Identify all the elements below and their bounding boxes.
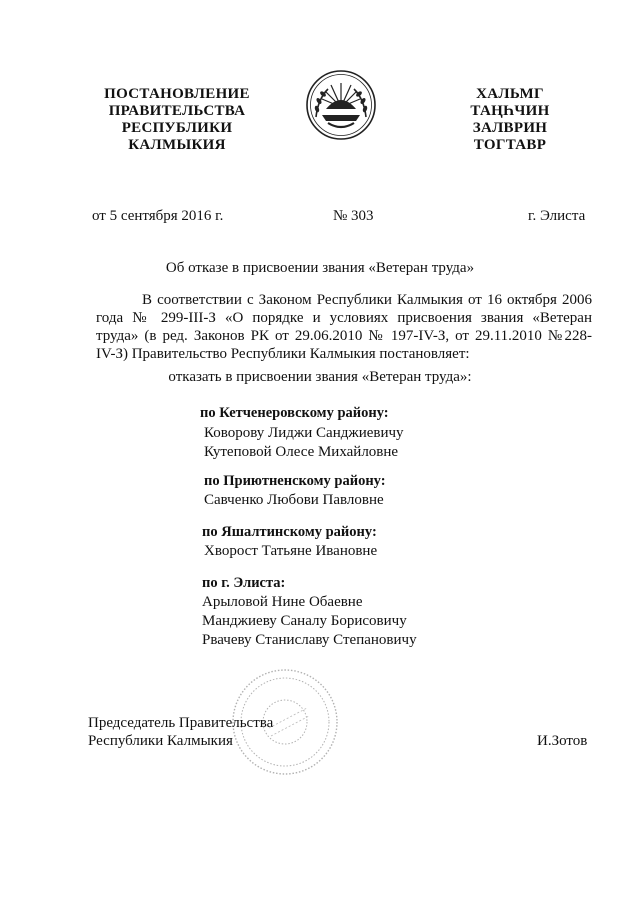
header-left-line: РЕСПУБЛИКИ: [121, 120, 233, 136]
header-left-line: ПОСТАНОВЛЕНИЕ: [104, 86, 250, 102]
signatory-position: [88, 714, 273, 750]
person-name: Манджиеву Саналу Борисовичу: [202, 613, 407, 629]
header-left-line: ПРАВИТЕЛЬСТВА: [108, 103, 246, 119]
preamble-line: IV-З) Правительство Республики Калмыкия постановляет:: [96, 346, 470, 362]
signatory-position-line: Республики Калмыкия: [88, 733, 233, 749]
document-city: г. Элиста: [528, 208, 586, 224]
preamble-paragraph: [96, 291, 592, 363]
header-left-title: [82, 86, 272, 154]
signatory-position-line: Председатель Правительства: [88, 715, 274, 731]
header-right-title: [440, 86, 580, 154]
document-number: № 303: [333, 208, 374, 224]
district-heading: по г. Элиста:: [202, 575, 286, 591]
coat-of-arms-icon: [304, 69, 378, 141]
person-name: Коворову Лиджи Санджиевичу: [204, 425, 404, 441]
preamble-line: труда» (в ред. Законов РК от 29.06.2010 № 197-IV-З, от 29.11.2010 №228-: [96, 328, 592, 344]
header-right-line: ХАЛЬМГ: [476, 86, 544, 102]
person-name: Кутеповой Олесе Михайловне: [204, 444, 399, 460]
header-right-line: ТОГТАВР: [473, 137, 547, 153]
district-heading: по Кетченеровскому району:: [200, 405, 389, 421]
decision-statement: отказать в присвоении звания «Ветеран труда»:: [168, 369, 472, 385]
person-name: Хворост Татьяне Ивановне: [204, 543, 378, 559]
document-title: Об отказе в присвоении звания «Ветеран труда»: [165, 260, 475, 276]
signatory-name: И.Зотов: [537, 733, 588, 749]
header-right-line: ТАҢҺЧИН: [470, 103, 550, 119]
preamble-line: года № 299-III-З «О порядке и условиях присвоения звания «Ветеран: [96, 310, 592, 326]
district-heading: по Яшалтинскому району:: [202, 524, 377, 540]
person-name: Рвачеву Станиславу Степановичу: [202, 632, 417, 648]
person-name: Савченко Любови Павловне: [204, 492, 384, 508]
person-name: Арыловой Нине Обаевне: [202, 594, 363, 610]
header-right-line: ЗАЛВРИН: [472, 120, 548, 136]
document-date: от 5 сентября 2016 г.: [92, 208, 224, 224]
header-left-line: КАЛМЫКИЯ: [128, 137, 226, 153]
district-heading: по Приютненскому району:: [204, 473, 386, 489]
preamble-line: В соответствии с Законом Республики Калмыкия от 16 октября 2006: [142, 292, 592, 308]
